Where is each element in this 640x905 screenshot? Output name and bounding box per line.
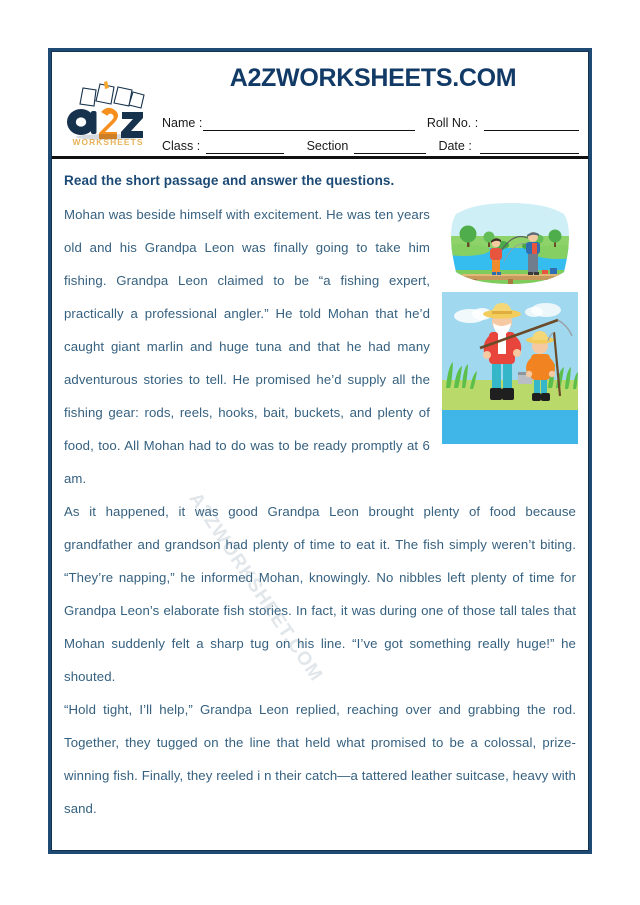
worksheet-inner-border bbox=[51, 51, 589, 851]
illustration-column bbox=[442, 200, 578, 448]
section-label: Section bbox=[306, 138, 349, 153]
roll-input[interactable] bbox=[484, 117, 579, 131]
passage-paragraph-2: As it happened, it was good Grandpa Leon brought plenty of food because grandfather and grandson had plenty of time to eat it. The fish simply weren’t biting. “They’re napping,” he informed Mohan, knowingly. No nibbles left plenty of time for Grandpa Leon’s elaborate fish stories. In fact, it was during one of those tall tales that Mohan suddenly felt a sharp tug on his line. “I’ve got something really huge!” he shouted. bbox=[64, 504, 576, 684]
field-row-class bbox=[162, 131, 582, 154]
name-input[interactable] bbox=[203, 117, 414, 131]
class-label: Class : bbox=[162, 138, 201, 153]
field-row-name bbox=[162, 108, 582, 131]
roll-label: Roll No. : bbox=[426, 115, 479, 130]
svg-text:WORKSHEETS: WORKSHEETS bbox=[72, 137, 144, 147]
fishing-on-dock-illustration bbox=[442, 200, 578, 288]
name-label: Name : bbox=[162, 115, 203, 130]
passage-paragraph-1: Mohan was beside himself with excitement. He was ten years old and his Grandpa Leon was finally going to take him fishing. Grandpa Leon claimed to be “a fishing expert, practically a professional angler.” He told Mohan that he’d caught giant marlin and huge tuna and that he had many adventurous stories to tell. He promised he’d supply all the fishing gear: rods, reels, hooks, bait, buckets, and plenty of food, too. All Mohan had to do was to be ready promptly at 6 am. bbox=[64, 207, 430, 486]
site-title: A2ZWORKSHEETS.COM bbox=[229, 64, 517, 92]
a2z-worksheets-logo bbox=[60, 78, 156, 148]
instruction-text: Read the short passage and answer the questions. bbox=[64, 173, 395, 188]
grandpa-and-boy-anglers-illustration bbox=[442, 292, 578, 444]
section-input[interactable] bbox=[354, 140, 426, 154]
worksheet-header bbox=[52, 52, 588, 159]
date-label: Date : bbox=[438, 138, 472, 153]
passage-paragraph-3: “Hold tight, I’ll help,” Grandpa Leon replied, reaching over and grabbing the rod. Together, they tugged on the line that held what promised to be a colossal, prize-winning fish. Finally, they reeled i n their catch—a tattered leather suitcase, heavy with sand. bbox=[64, 702, 576, 816]
class-input[interactable] bbox=[206, 140, 284, 154]
worksheet-body bbox=[52, 159, 588, 850]
watermark: A2ZWORKSHEET.COM bbox=[184, 489, 327, 686]
date-input[interactable] bbox=[480, 140, 579, 154]
worksheet-page bbox=[48, 48, 592, 854]
student-info-fields bbox=[162, 108, 582, 154]
